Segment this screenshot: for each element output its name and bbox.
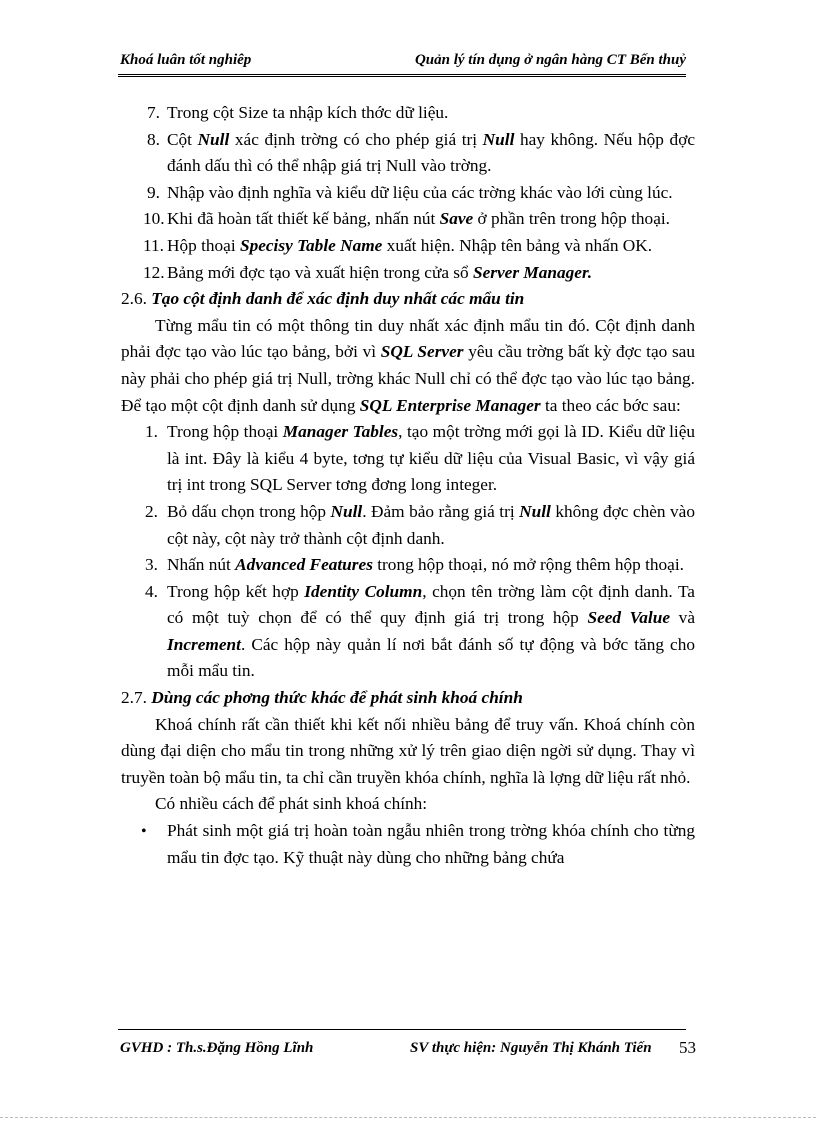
list-item: 11. Hộp thoại Specisy Table Name xuất hiện. Nhập tên bảng và nhấn OK. xyxy=(143,235,653,255)
list-item: 3. Nhấn nút Advanced Features trong hộp thoại, nó mở rộng thêm hộp thoại. xyxy=(145,555,684,575)
section-heading-2-6: 2.6. Tạo cột định danh để xác định duy nhất các mẩu tin xyxy=(121,289,525,309)
list-item: 7. Trong cột Size ta nhập kích thớc dữ liệu. xyxy=(147,103,449,122)
page-header xyxy=(118,50,686,74)
page-number: 53 xyxy=(679,1038,696,1057)
section-heading-2-7: 2.7. Dùng các phơng thức khác để phát sinh khoá chính xyxy=(121,688,523,708)
paragraph: Khoá chính rất cần thiết khi kết nối nhiều bảng để truy vấn. Khoá chính còn dùng đại diện cho mẩu tin trong những xử lý trên giao diện ngời sử dụng. Thay vì truyền toàn bộ mẩu tin, ta chỉ cần truyền khóa chính, nghĩa là lợng dữ liệu rất nhỏ. xyxy=(121,714,695,787)
list-item: 12. Bảng mới đợc tạo và xuất hiện trong cửa sổ Server Manager. xyxy=(143,262,593,282)
header-right-title: Quản lý tín dụng ở ngân hàng CT Bến thuỷ xyxy=(414,52,686,68)
header-rule xyxy=(118,74,686,77)
bullet-item: • Phát sinh một giá trị hoàn toàn ngẫu nhiên trong trờng khóa chính cho từng mẩu tin đợc tạo. Kỹ thuật này dùng cho những bảng chứa xyxy=(141,821,695,867)
page-body xyxy=(121,100,695,871)
header-left-title: Khoá luân tốt nghiêp xyxy=(120,52,252,68)
page-footer xyxy=(118,1040,696,1064)
footer-advisor: GVHD : Th.s.Đặng Hồng Lĩnh xyxy=(120,1040,314,1056)
footer-student: SV thực hiện: Nguyễn Thị Khánh Tiến xyxy=(410,1040,652,1056)
list-item: 1. Trong hộp thoại Manager Tables, tạo một trờng mới gọi là ID. Kiểu dữ liệu là int. Đây là kiểu 4 byte, tơng tự kiểu dữ liệu của Visual Basic, vì vậy giá trị int trong SQL Server tơng đơng long integer. xyxy=(145,422,696,495)
list-item: 4. Trong hộp kết hợp Identity Column, chọn tên trờng làm cột định danh. Ta có một tuỳ chọn để có thể quy định giá trị trong hộp Seed Value và Increment. Các hộp này quản lí nơi bắt đánh số tự động và bớc tăng cho mỗi mẩu tin. xyxy=(145,581,695,681)
list-item: 8. Cột Null xác định trờng có cho phép giá trị Null hay không. Nếu hộp đợc đánh dấu thì có thể nhập giá trị Null vào trờng. xyxy=(147,129,695,176)
list-item: 9. Nhập vào định nghĩa và kiểu dữ liệu của các trờng khác vào lới cùng lúc. xyxy=(147,182,673,202)
paragraph: Có nhiều cách để phát sinh khoá chính: xyxy=(155,794,428,814)
paragraph: Từng mẩu tin có một thông tin duy nhất xác định mẩu tin đó. Cột định danh phải đợc tạo vào lúc tạo bảng, bởi vì SQL Server yêu cầu trờng bất kỳ đợc tạo sau này phải cho phép giá trị Null, trờng khác Null chỉ có thể đợc tạo vào lúc tạo bảng. Để tạo một cột định danh sử dụng SQL Enterprise Manager ta theo các bớc sau: xyxy=(121,315,695,415)
footer-rule xyxy=(118,1029,686,1030)
list-item: 10. Khi đã hoàn tất thiết kế bảng, nhấn nút Save ở phần trên trong hộp thoại. xyxy=(143,209,670,229)
page-edge xyxy=(0,1117,816,1118)
list-item: 2. Bỏ dấu chọn trong hộp Null. Đảm bảo rằng giá trị Null không đợc chèn vào cột này, cột này trở thành cột định danh. xyxy=(145,501,695,548)
bullet-icon: • xyxy=(141,823,147,841)
